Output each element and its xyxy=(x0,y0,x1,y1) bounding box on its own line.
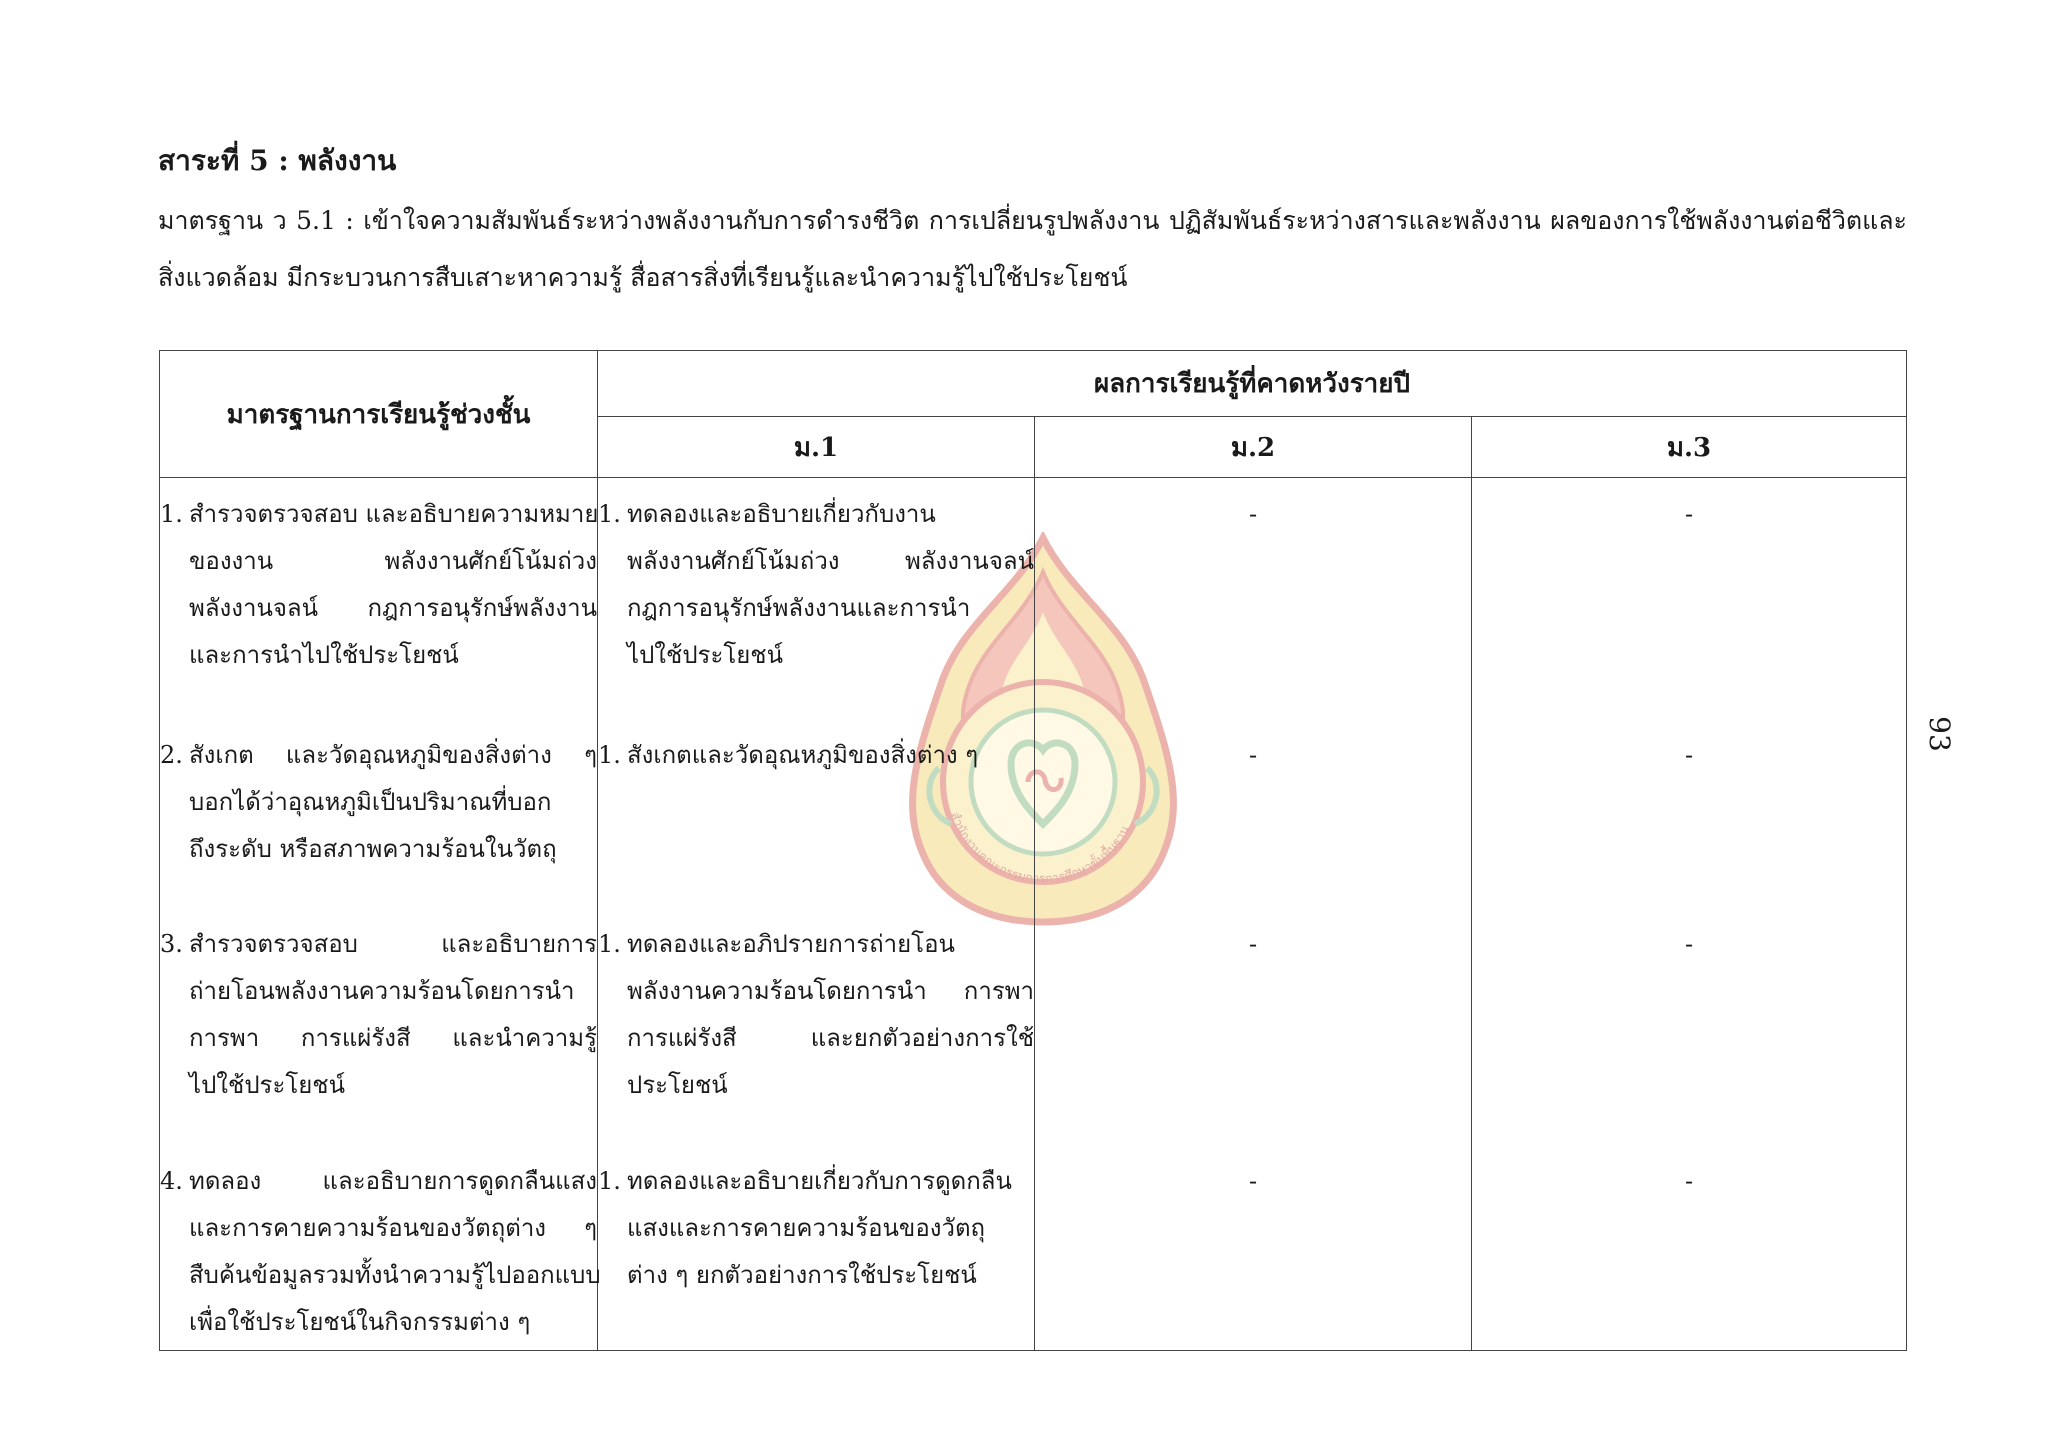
item-number: 1. xyxy=(598,500,621,528)
item-number: 4. xyxy=(160,1166,183,1195)
item-number: 1. xyxy=(160,500,183,528)
header-grade-m3: ม.3 xyxy=(1472,417,1907,478)
item-line: ทดลอง และอธิบายการดูดกลืนแสง xyxy=(189,1166,597,1195)
item-line: ไปใช้ประโยชน์ xyxy=(189,1070,345,1099)
m1-item xyxy=(598,921,1034,1109)
standard-item xyxy=(160,491,597,679)
item-line: สังเกตและวัดอุณหภูมิของสิ่งต่าง ๆ xyxy=(627,740,979,769)
table-row xyxy=(160,478,1907,732)
item-line: พลังงานจลน์ กฎการอนุรักษ์พลังงาน xyxy=(189,594,597,622)
m1-cell xyxy=(598,921,1035,1158)
m3-cell: - xyxy=(1472,921,1907,1158)
standard-statement: มาตรฐาน ว 5.1 : เข้าใจความสัมพันธ์ระหว่างพลังงานกับการดำรงชีวิต การเปลี่ยนรูปพลังงาน ปฏิสัมพันธ์ระหว่างสารและพลังงาน ผลของการใช้พลังงานต่อชีวิตและสิ่งแวดล้อม มีกระบวนการสืบเสาะหาความรู้ สื่อสารสิ่งที่เรียนรู้และนำความรู้ไปใช้ประโยชน์ xyxy=(158,206,1907,292)
item-line: และการนำไปใช้ประโยชน์ xyxy=(189,641,459,669)
table-header-row xyxy=(160,351,1907,417)
m2-cell: - xyxy=(1035,732,1472,921)
item-line: พลังงานความร้อนโดยการนำ การพา xyxy=(627,976,1034,1005)
m3-cell: - xyxy=(1472,478,1907,732)
m1-item xyxy=(598,491,1034,679)
m1-item xyxy=(598,1158,1034,1299)
item-line: พลังงานศักย์โน้มถ่วง พลังงานจลน์ xyxy=(627,547,1034,575)
standard-cell xyxy=(160,478,598,732)
item-line: ทดลองและอภิปรายการถ่ายโอน xyxy=(627,929,955,958)
item-line: บอกได้ว่าอุณหภูมิเป็นปริมาณที่บอก xyxy=(189,787,552,816)
item-number: 1. xyxy=(598,1166,621,1195)
item-line: การพา การแผ่รังสี และนำความรู้ xyxy=(189,1023,597,1052)
item-line: ถ่ายโอนพลังงานความร้อนโดยการนำ xyxy=(189,976,575,1005)
m1-cell xyxy=(598,478,1035,732)
m2-cell: - xyxy=(1035,921,1472,1158)
item-number: 1. xyxy=(598,929,621,958)
standard-item xyxy=(160,1158,601,1346)
section-title: สาระที่ 5 : พลังงาน xyxy=(158,144,397,177)
item-line: ต่าง ๆ ยกตัวอย่างการใช้ประโยชน์ xyxy=(627,1260,977,1289)
m3-cell: - xyxy=(1472,732,1907,921)
item-line: แสงและการคายความร้อนของวัตถุ xyxy=(627,1213,986,1242)
seal-lettering: สำนักงานคณะกรรมการการศึกษาขั้นพื้นฐาน xyxy=(947,810,1133,886)
item-line: ไปใช้ประโยชน์ xyxy=(627,641,783,669)
item-line: ประโยชน์ xyxy=(627,1070,728,1099)
standard-cell xyxy=(160,921,598,1158)
header-standard: มาตรฐานการเรียนรู้ช่วงชั้น xyxy=(160,351,598,478)
standard-item xyxy=(160,732,597,873)
item-line: การแผ่รังสี และยกตัวอย่างการใช้ xyxy=(627,1023,1034,1052)
item-number: 3. xyxy=(160,929,183,958)
m2-cell: - xyxy=(1035,478,1472,732)
item-line: กฎการอนุรักษ์พลังงานและการนำ xyxy=(627,594,971,622)
item-line: สำรวจตรวจสอบ และอธิบายความหมาย xyxy=(189,500,599,528)
item-number: 2. xyxy=(160,740,183,769)
item-line: สำรวจตรวจสอบ และอธิบายการ xyxy=(189,929,597,958)
m3-cell: - xyxy=(1472,1158,1907,1351)
table-row xyxy=(160,921,1907,1158)
learning-standards-table xyxy=(159,350,1907,1351)
m2-cell: - xyxy=(1035,1158,1472,1351)
page-number: 93 xyxy=(1922,716,1956,752)
item-line: สังเกต และวัดอุณหภูมิของสิ่งต่าง ๆ xyxy=(189,740,597,769)
item-number: 1. xyxy=(598,740,621,769)
standard-cell xyxy=(160,1158,601,1351)
standard-item xyxy=(160,921,597,1109)
item-line: ทดลองและอธิบายเกี่ยวกับการดูดกลืน xyxy=(627,1166,1012,1195)
header-expected-outcomes: ผลการเรียนรู้ที่คาดหวังรายปี xyxy=(598,351,1907,417)
m1-item xyxy=(598,732,1034,779)
standard-cell xyxy=(160,732,598,921)
item-line: ทดลองและอธิบายเกี่ยวกับงาน xyxy=(627,500,936,528)
table-row xyxy=(160,1158,1907,1351)
header-grade-m1: ม.1 xyxy=(598,417,1035,478)
item-line: และการคายความร้อนของวัตถุต่าง ๆ xyxy=(189,1213,597,1242)
table-row xyxy=(160,732,1907,921)
header-grade-m2: ม.2 xyxy=(1035,417,1472,478)
item-line: สืบค้นข้อมูลรวมทั้งนำความรู้ไปออกแบบ xyxy=(189,1260,601,1289)
m1-cell xyxy=(598,732,1035,921)
item-line: ของงาน พลังงานศักย์โน้มถ่วง xyxy=(189,547,597,575)
m1-cell xyxy=(598,1158,1035,1351)
item-line: ถึงระดับ หรือสภาพความร้อนในวัตถุ xyxy=(189,834,557,863)
item-line: เพื่อใช้ประโยชน์ในกิจกรรมต่าง ๆ xyxy=(189,1307,531,1336)
